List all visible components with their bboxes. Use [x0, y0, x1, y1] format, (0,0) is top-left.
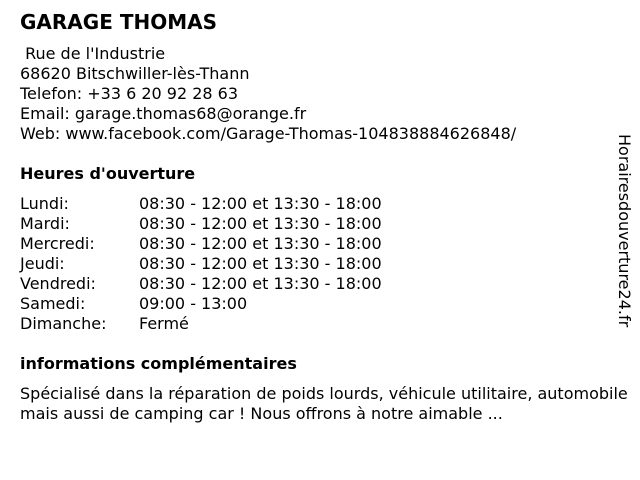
email-line: Email: garage.thomas68@orange.fr [20, 104, 307, 123]
day-label: Lundi: [20, 194, 69, 213]
phone-line: Telefon: +33 6 20 92 28 63 [20, 84, 239, 103]
day-hours: 08:30 - 12:00 et 13:30 - 18:00 [139, 234, 382, 253]
site-watermark: Horairesdouverture24.fr [615, 134, 634, 328]
hours-row-mardi [20, 214, 382, 234]
info-description: Spécialisé dans la réparation de poids lourds, véhicule utilitaire, automobile mais aussi de camping car ! Nous offrons à notre aimable ... [20, 384, 628, 423]
hours-row-samedi [20, 294, 382, 314]
day-hours: 08:30 - 12:00 et 13:30 - 18:00 [139, 274, 382, 293]
day-label: Samedi: [20, 294, 86, 313]
day-hours: 09:00 - 13:00 [139, 294, 248, 313]
day-hours: 08:30 - 12:00 et 13:30 - 18:00 [139, 194, 382, 213]
day-hours: 08:30 - 12:00 et 13:30 - 18:00 [139, 254, 382, 273]
day-label: Vendredi: [20, 274, 96, 293]
info-title: informations complémentaires [20, 354, 297, 373]
hours-row-mercredi [20, 234, 382, 254]
day-hours: 08:30 - 12:00 et 13:30 - 18:00 [139, 214, 382, 233]
hours-title: Heures d'ouverture [20, 164, 196, 183]
contact-block [20, 44, 516, 144]
web-line: Web: www.facebook.com/Garage-Thomas-104838884626848/ [20, 124, 517, 143]
address-city: 68620 Bitschwiller-lès-Thann [20, 64, 250, 83]
day-label: Mardi: [20, 214, 70, 233]
address-street: Rue de l'Industrie [20, 44, 166, 63]
hours-row-vendredi [20, 274, 382, 294]
day-label: Mercredi: [20, 234, 95, 253]
business-name: GARAGE THOMAS [20, 10, 217, 34]
hours-row-dimanche [20, 314, 382, 334]
hours-row-lundi [20, 194, 382, 214]
hours-row-jeudi [20, 254, 382, 274]
day-label: Jeudi: [20, 254, 65, 273]
day-hours: Fermé [139, 314, 189, 333]
day-label: Dimanche: [20, 314, 107, 333]
hours-list [20, 194, 382, 334]
